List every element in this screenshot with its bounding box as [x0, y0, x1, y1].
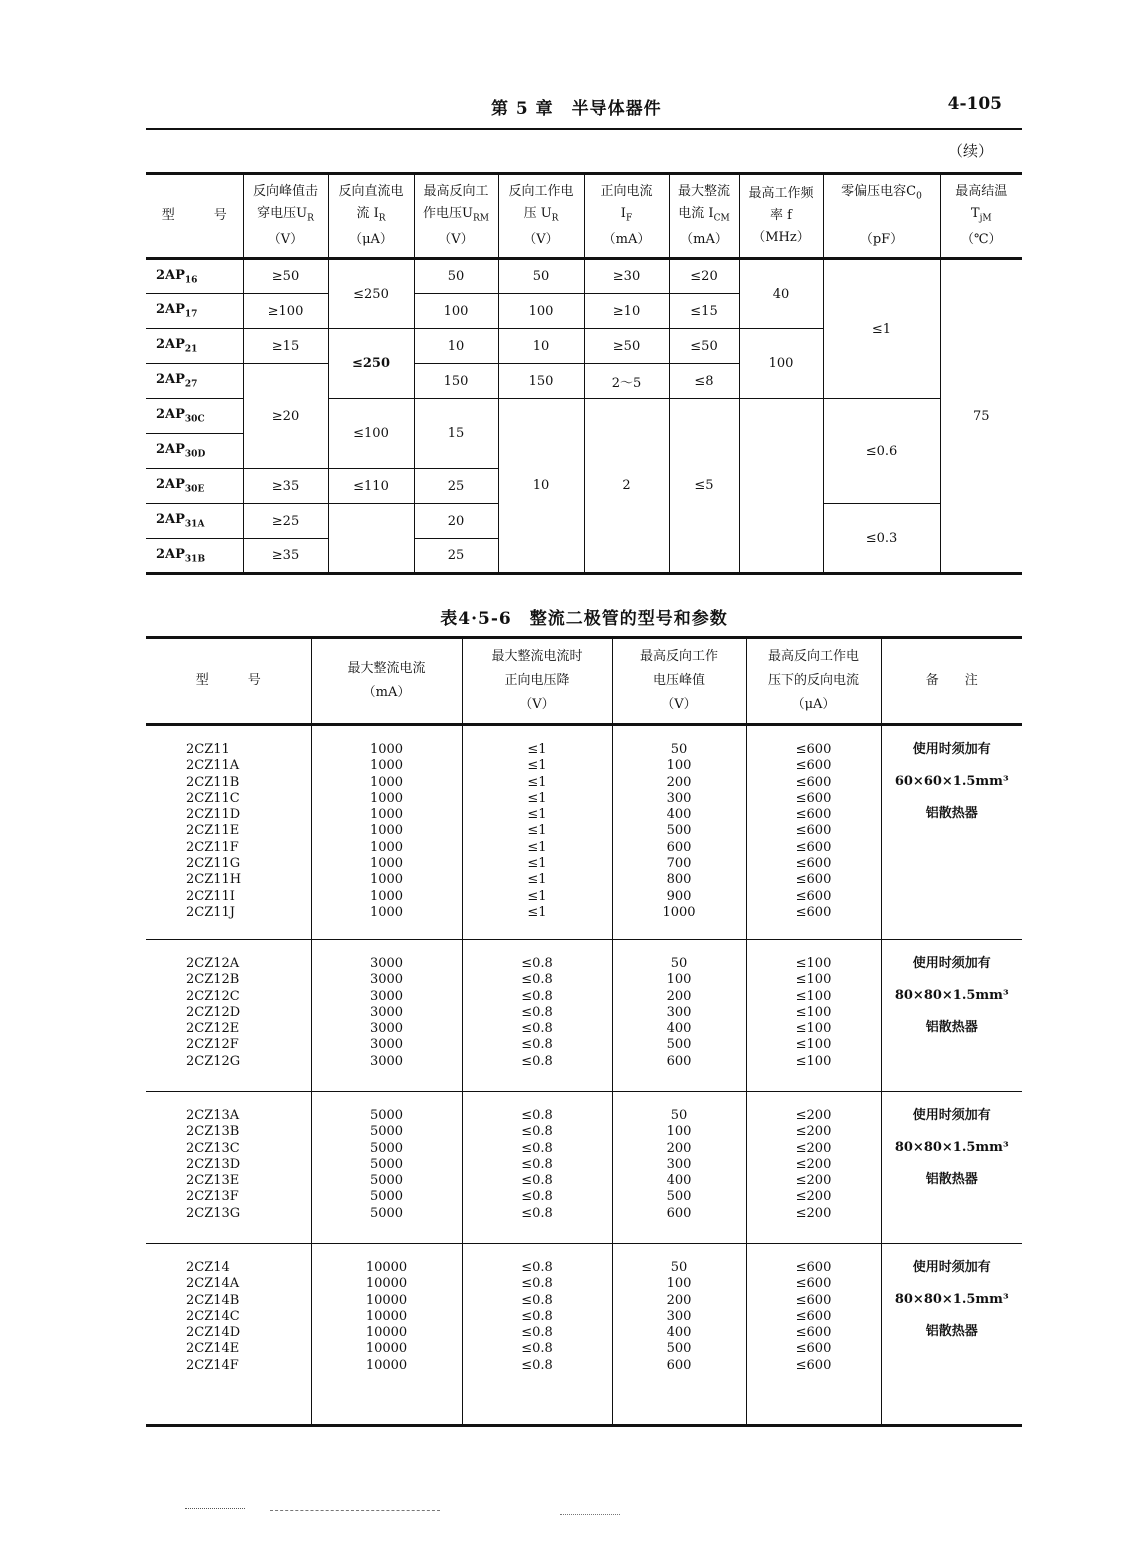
freq-cell: 100	[739, 329, 823, 399]
note-line: 80×80×1.5mm³	[894, 988, 1009, 1003]
cell-value: 2CZ14D	[186, 1325, 241, 1341]
table2-caption: 表4·5-6 整流二极管的型号和参数	[440, 609, 728, 629]
uwork-cell: 10	[498, 329, 584, 364]
cell-value: ≤200	[795, 1173, 832, 1189]
note-line: 铝散热器	[925, 1020, 978, 1035]
cell-value: ≤600	[795, 1276, 832, 1292]
urm-cell: 25	[414, 539, 498, 574]
cell-value: ≤0.8	[521, 1124, 553, 1140]
notes-cell	[881, 725, 1022, 940]
model-cell: $2AP_{30D}$	[146, 434, 243, 469]
header-model: 型 号	[146, 638, 311, 725]
note-line: 60×60×1.5mm³	[894, 774, 1009, 789]
cell-value: 10000	[365, 1308, 408, 1324]
cell-value: ≤0.8	[521, 1276, 553, 1292]
header-vf: 最大整流电流时 正向电压降 （V）	[462, 638, 612, 725]
note-line: 铝散热器	[925, 1172, 978, 1187]
diode-parameter-table	[146, 172, 1022, 575]
cell-value: 10000	[365, 1276, 408, 1292]
vrwm-cell	[612, 940, 746, 1092]
icm-cell: ≤5	[669, 399, 739, 574]
model-cell: $2AP_{31B}$	[146, 539, 243, 574]
ur-cell: ≥35	[243, 469, 328, 504]
cell-value: 2CZ12E	[186, 1021, 240, 1037]
cell-value: 300	[666, 1308, 692, 1324]
cell-value: 10000	[365, 1260, 408, 1275]
cell-value: ≤600	[795, 1308, 832, 1324]
cell-value: 1000	[662, 904, 696, 920]
if-cell: 2	[584, 399, 669, 574]
cell-value: ≤0.8	[521, 1156, 553, 1172]
cell-value: 600	[666, 1205, 692, 1221]
cell-value: ≤200	[795, 1189, 832, 1205]
urm-cell: 100	[414, 294, 498, 329]
cell-value: 50	[670, 956, 688, 971]
cell-value: 500	[666, 823, 692, 839]
cell-value: ≤0.8	[521, 956, 553, 971]
cell-value: ≤0.8	[521, 1292, 553, 1308]
cell-value: 2CZ13E	[186, 1173, 240, 1189]
header-vrwm: 最高反向工作 电压峰值 （V）	[612, 638, 746, 725]
models-cell	[146, 725, 311, 940]
cell-value: 5000	[369, 1205, 404, 1221]
cell-value: 2CZ11D	[186, 807, 241, 823]
ir-cell-empty	[328, 504, 414, 574]
cell-value: ≤200	[795, 1205, 832, 1221]
cell-value: 5000	[369, 1156, 404, 1172]
cell-value: ≤1	[527, 758, 547, 774]
header-ur: 反向峰值击 穿电压$U_R$ （V）	[243, 174, 328, 259]
cell-value: 2CZ11	[186, 742, 230, 757]
imax-cell	[311, 1092, 462, 1244]
urm-cell: 150	[414, 364, 498, 399]
note-line: 使用时须加有	[912, 1108, 991, 1123]
cell-value: 10000	[365, 1325, 408, 1341]
ir-cell: ≤250	[328, 329, 414, 399]
header-icm: 最大整流 电流 $I_{CM}$ （mA）	[669, 174, 739, 259]
vf-cell	[462, 1244, 612, 1426]
ir-cell: ≤250	[328, 259, 414, 329]
cell-value: 500	[666, 1341, 692, 1357]
cell-value: ≤0.8	[521, 1021, 553, 1037]
models-cell	[146, 1092, 311, 1244]
cell-value: 300	[666, 1156, 692, 1172]
cell-value: 200	[666, 774, 692, 790]
cell-value: 2CZ14C	[186, 1308, 240, 1324]
cell-value: 2CZ11C	[186, 790, 240, 806]
cell-value: ≤0.8	[521, 1053, 553, 1069]
chapter-title: 第 5 章 半导体器件	[491, 99, 662, 119]
model-cell: $2AP_{31A}$	[146, 504, 243, 539]
cell-value: ≤0.8	[521, 1357, 553, 1373]
cell-value: ≤600	[795, 742, 832, 757]
cell-value: 700	[666, 856, 692, 872]
rectifier-diode-table	[146, 636, 1022, 1427]
cell-value: 1000	[369, 790, 404, 806]
model-cell: $2AP_{17}$	[146, 294, 243, 329]
cell-value: ≤100	[795, 1037, 832, 1053]
cap-cell: ≤0.6	[823, 399, 940, 504]
continued-mark: （续）	[948, 142, 994, 160]
cell-value: 2CZ13C	[186, 1140, 240, 1156]
cell-value: 100	[666, 972, 692, 988]
cell-value: 5000	[369, 1189, 404, 1205]
cell-value: ≤0.8	[521, 1325, 553, 1341]
header-imax: 最大整流电流 （mA）	[311, 638, 462, 725]
note-line: 80×80×1.5mm³	[894, 1292, 1009, 1307]
header-urm: 最高反向工 作电压$U_{RM}$ （V）	[414, 174, 498, 259]
header-notes: 备 注	[881, 638, 1022, 725]
cell-value: 2CZ12A	[186, 956, 240, 971]
cell-value: 2CZ12C	[186, 988, 240, 1004]
cell-value: 2CZ14B	[186, 1292, 240, 1308]
imax-cell	[311, 725, 462, 940]
model-cell: $2AP_{30C}$	[146, 399, 243, 434]
cell-value: ≤1	[527, 856, 547, 872]
cell-value: 2CZ12F	[186, 1037, 239, 1053]
cell-value: ≤0.8	[521, 1173, 553, 1189]
cell-value: 2CZ13B	[186, 1124, 240, 1140]
cell-value: ≤600	[795, 1260, 832, 1275]
cell-value: ≤100	[795, 1053, 832, 1069]
cell-value: ≤0.8	[521, 1260, 553, 1275]
header-tjm: 最高结温 $T_{jM}$ （℃）	[940, 174, 1022, 259]
cell-value: 2CZ14A	[186, 1276, 240, 1292]
table1-header-row	[146, 174, 1022, 259]
ir-cell	[746, 940, 881, 1092]
cell-value: ≤0.8	[521, 972, 553, 988]
ir-cell	[746, 725, 881, 940]
cell-value: ≤1	[527, 807, 547, 823]
note-line: 80×80×1.5mm³	[894, 1140, 1009, 1155]
cell-value: 100	[666, 1276, 692, 1292]
note-line: 铝散热器	[925, 1324, 978, 1339]
tjm-cell: 75	[940, 259, 1022, 574]
cell-value: 2CZ11I	[186, 888, 235, 904]
cell-value: ≤0.8	[521, 1189, 553, 1205]
vf-cell	[462, 940, 612, 1092]
cell-value: ≤200	[795, 1124, 832, 1140]
cell-value: 3000	[369, 956, 404, 971]
ir-cell	[746, 1092, 881, 1244]
table2-header-row	[146, 638, 1022, 725]
note-line: 使用时须加有	[912, 1260, 991, 1275]
urm-cell: 15	[414, 399, 498, 469]
cell-value: ≤600	[795, 1341, 832, 1357]
cell-value: ≤1	[527, 823, 547, 839]
cell-value: 200	[666, 1140, 692, 1156]
cell-value: 200	[666, 1292, 692, 1308]
cell-value: ≤600	[795, 1292, 832, 1308]
cell-value: 2CZ11G	[186, 856, 241, 872]
vrwm-cell	[612, 1244, 746, 1426]
cell-value: ≤600	[795, 888, 832, 904]
cell-value: ≤100	[795, 972, 832, 988]
cell-value: 10000	[365, 1341, 408, 1357]
table-row-group	[146, 1092, 1022, 1244]
header-ir: 最高反向工作电 压下的反向电流 （μA）	[746, 638, 881, 725]
cell-value: ≤1	[527, 790, 547, 806]
cell-value: ≤600	[795, 1357, 832, 1373]
ur-cell: ≥15	[243, 329, 328, 364]
cell-value: 800	[666, 872, 692, 888]
header-freq: 最高工作频 率 f （MHz）	[739, 174, 823, 259]
cell-value: 1000	[369, 904, 404, 920]
cell-value: ≤600	[795, 807, 832, 823]
cell-value: ≤200	[795, 1156, 832, 1172]
cell-value: 2CZ11H	[186, 872, 242, 888]
cap-cell: ≤0.3	[823, 504, 940, 574]
cell-value: 3000	[369, 1053, 404, 1069]
models-cell	[146, 1244, 311, 1426]
cell-value: 2CZ12D	[186, 1004, 241, 1020]
cell-value: ≤0.8	[521, 1341, 553, 1357]
cell-value: 5000	[369, 1173, 404, 1189]
table-row-group	[146, 725, 1022, 940]
cell-value: 2CZ11J	[186, 904, 236, 920]
notes-cell	[881, 1092, 1022, 1244]
vf-cell	[462, 725, 612, 940]
urm-cell: 25	[414, 469, 498, 504]
if-cell: ≥50	[584, 329, 669, 364]
cell-value: ≤0.8	[521, 1205, 553, 1221]
cell-value: ≤100	[795, 956, 832, 971]
cell-value: 900	[666, 888, 692, 904]
icm-cell: ≤50	[669, 329, 739, 364]
cell-value: 600	[666, 1053, 692, 1069]
ur-cell: ≥50	[243, 259, 328, 294]
footer-mark	[560, 1514, 620, 1515]
header-model: 型 号	[146, 174, 243, 259]
cell-value: 2CZ13G	[186, 1205, 241, 1221]
urm-cell: 20	[414, 504, 498, 539]
icm-cell: ≤8	[669, 364, 739, 399]
cell-value: ≤600	[795, 839, 832, 855]
ur-cell: ≥20	[243, 364, 328, 469]
cell-value: ≤200	[795, 1108, 832, 1123]
cell-value: 2CZ12G	[186, 1053, 241, 1069]
icm-cell: ≤15	[669, 294, 739, 329]
table-row	[146, 259, 1022, 294]
table-row-group	[146, 940, 1022, 1092]
cell-value: ≤100	[795, 988, 832, 1004]
header-cap: 零偏压电容$C_0$ （pF）	[823, 174, 940, 259]
freq-cell: 40	[739, 259, 823, 329]
model-cell: $2AP_{27}$	[146, 364, 243, 399]
cell-value: 2CZ12B	[186, 972, 240, 988]
cell-value: 400	[666, 1021, 692, 1037]
cell-value: 2CZ11E	[186, 823, 240, 839]
cell-value: 5000	[369, 1124, 404, 1140]
footer-mark	[185, 1508, 245, 1509]
note-line: 使用时须加有	[912, 956, 991, 971]
cell-value: 10000	[365, 1357, 408, 1373]
cell-value: 400	[666, 1325, 692, 1341]
cell-value: ≤100	[795, 1004, 832, 1020]
cell-value: 1000	[369, 742, 404, 757]
footer-mark	[270, 1510, 440, 1511]
cell-value: 50	[670, 1260, 688, 1275]
uwork-cell: 10	[498, 399, 584, 574]
cell-value: ≤600	[795, 856, 832, 872]
cell-value: ≤1	[527, 888, 547, 904]
cell-value: 3000	[369, 988, 404, 1004]
vrwm-cell	[612, 725, 746, 940]
if-cell: ≥30	[584, 259, 669, 294]
cell-value: 50	[670, 742, 688, 757]
model-cell: $2AP_{30E}$	[146, 469, 243, 504]
urm-cell: 10	[414, 329, 498, 364]
notes-cell	[881, 940, 1022, 1092]
cell-value: ≤0.8	[521, 1140, 553, 1156]
uwork-cell: 150	[498, 364, 584, 399]
cell-value: ≤0.8	[521, 1037, 553, 1053]
models-cell	[146, 940, 311, 1092]
page-header	[146, 92, 1022, 130]
header-ir: 反向直流电 流 $I_R$ （μA）	[328, 174, 414, 259]
cell-value: ≤0.8	[521, 1004, 553, 1020]
cell-value: 3000	[369, 972, 404, 988]
ir-cell	[746, 1244, 881, 1426]
imax-cell	[311, 940, 462, 1092]
if-cell: ≥10	[584, 294, 669, 329]
uwork-cell: 50	[498, 259, 584, 294]
ur-cell: ≥100	[243, 294, 328, 329]
cell-value: 500	[666, 1037, 692, 1053]
vf-cell	[462, 1092, 612, 1244]
cell-value: 2CZ13F	[186, 1189, 239, 1205]
cell-value: 2CZ14	[186, 1260, 230, 1275]
cell-value: 2CZ14E	[186, 1341, 240, 1357]
cell-value: 600	[666, 839, 692, 855]
cell-value: 100	[666, 758, 692, 774]
cell-value: 5000	[369, 1140, 404, 1156]
cell-value: 400	[666, 807, 692, 823]
cell-value: ≤1	[527, 774, 547, 790]
urm-cell: 50	[414, 259, 498, 294]
cell-value: ≤1	[527, 839, 547, 855]
header-if: 正向电流 $I_F$ （mA）	[584, 174, 669, 259]
model-cell: $2AP_{16}$	[146, 259, 243, 294]
cell-value: 1000	[369, 872, 404, 888]
cell-value: ≤0.8	[521, 1108, 553, 1123]
cell-value: 3000	[369, 1004, 404, 1020]
cell-value: ≤1	[527, 904, 547, 920]
cell-value: 5000	[369, 1108, 404, 1123]
header-uwork: 反向工作电 压 $U_R$ （V）	[498, 174, 584, 259]
cell-value: 2CZ11B	[186, 774, 240, 790]
cell-value: 10000	[365, 1292, 408, 1308]
cell-value: 1000	[369, 856, 404, 872]
cap-cell: ≤1	[823, 259, 940, 399]
cell-value: ≤0.8	[521, 988, 553, 1004]
cell-value: ≤100	[795, 1021, 832, 1037]
cell-value: 50	[670, 1108, 688, 1123]
cell-value: 1000	[369, 823, 404, 839]
ir-cell: ≤110	[328, 469, 414, 504]
cell-value: 100	[666, 1124, 692, 1140]
ur-cell: ≥35	[243, 539, 328, 574]
table-row-group	[146, 1244, 1022, 1426]
cell-value: ≤600	[795, 1325, 832, 1341]
cell-value: ≤200	[795, 1140, 832, 1156]
icm-cell: ≤20	[669, 259, 739, 294]
cell-value: 2CZ13A	[186, 1108, 240, 1123]
if-cell: 2～5	[584, 364, 669, 399]
cell-value: 3000	[369, 1021, 404, 1037]
cell-value: 1000	[369, 758, 404, 774]
cell-value: 500	[666, 1189, 692, 1205]
cell-value: ≤600	[795, 774, 832, 790]
ir-cell: ≤100	[328, 399, 414, 469]
note-line: 铝散热器	[925, 806, 978, 821]
model-cell: $2AP_{21}$	[146, 329, 243, 364]
cell-value: 2CZ11A	[186, 758, 240, 774]
note-line: 使用时须加有	[912, 742, 991, 757]
cell-value: 2CZ11F	[186, 839, 239, 855]
cell-value: ≤600	[795, 904, 832, 920]
cell-value: 2CZ14F	[186, 1357, 239, 1373]
cell-value: ≤600	[795, 872, 832, 888]
cell-value: 1000	[369, 839, 404, 855]
cell-value: 3000	[369, 1037, 404, 1053]
cell-value: ≤600	[795, 790, 832, 806]
cell-value: 1000	[369, 807, 404, 823]
cell-value: 300	[666, 790, 692, 806]
cell-value: 300	[666, 1004, 692, 1020]
cell-value: 1000	[369, 774, 404, 790]
cell-value: 1000	[369, 888, 404, 904]
notes-cell	[881, 1244, 1022, 1426]
cell-value: 600	[666, 1357, 692, 1373]
cell-value: 200	[666, 988, 692, 1004]
cell-value: ≤600	[795, 823, 832, 839]
cell-value: 400	[666, 1173, 692, 1189]
page-number: 4-105	[947, 94, 1002, 114]
cell-value: ≤600	[795, 758, 832, 774]
uwork-cell: 100	[498, 294, 584, 329]
cell-value: ≤0.8	[521, 1308, 553, 1324]
ur-cell: ≥25	[243, 504, 328, 539]
cell-value: ≤1	[527, 742, 547, 757]
imax-cell	[311, 1244, 462, 1426]
cell-value: 2CZ13D	[186, 1156, 241, 1172]
vrwm-cell	[612, 1092, 746, 1244]
cell-value: ≤1	[527, 872, 547, 888]
freq-cell-empty	[739, 399, 823, 574]
